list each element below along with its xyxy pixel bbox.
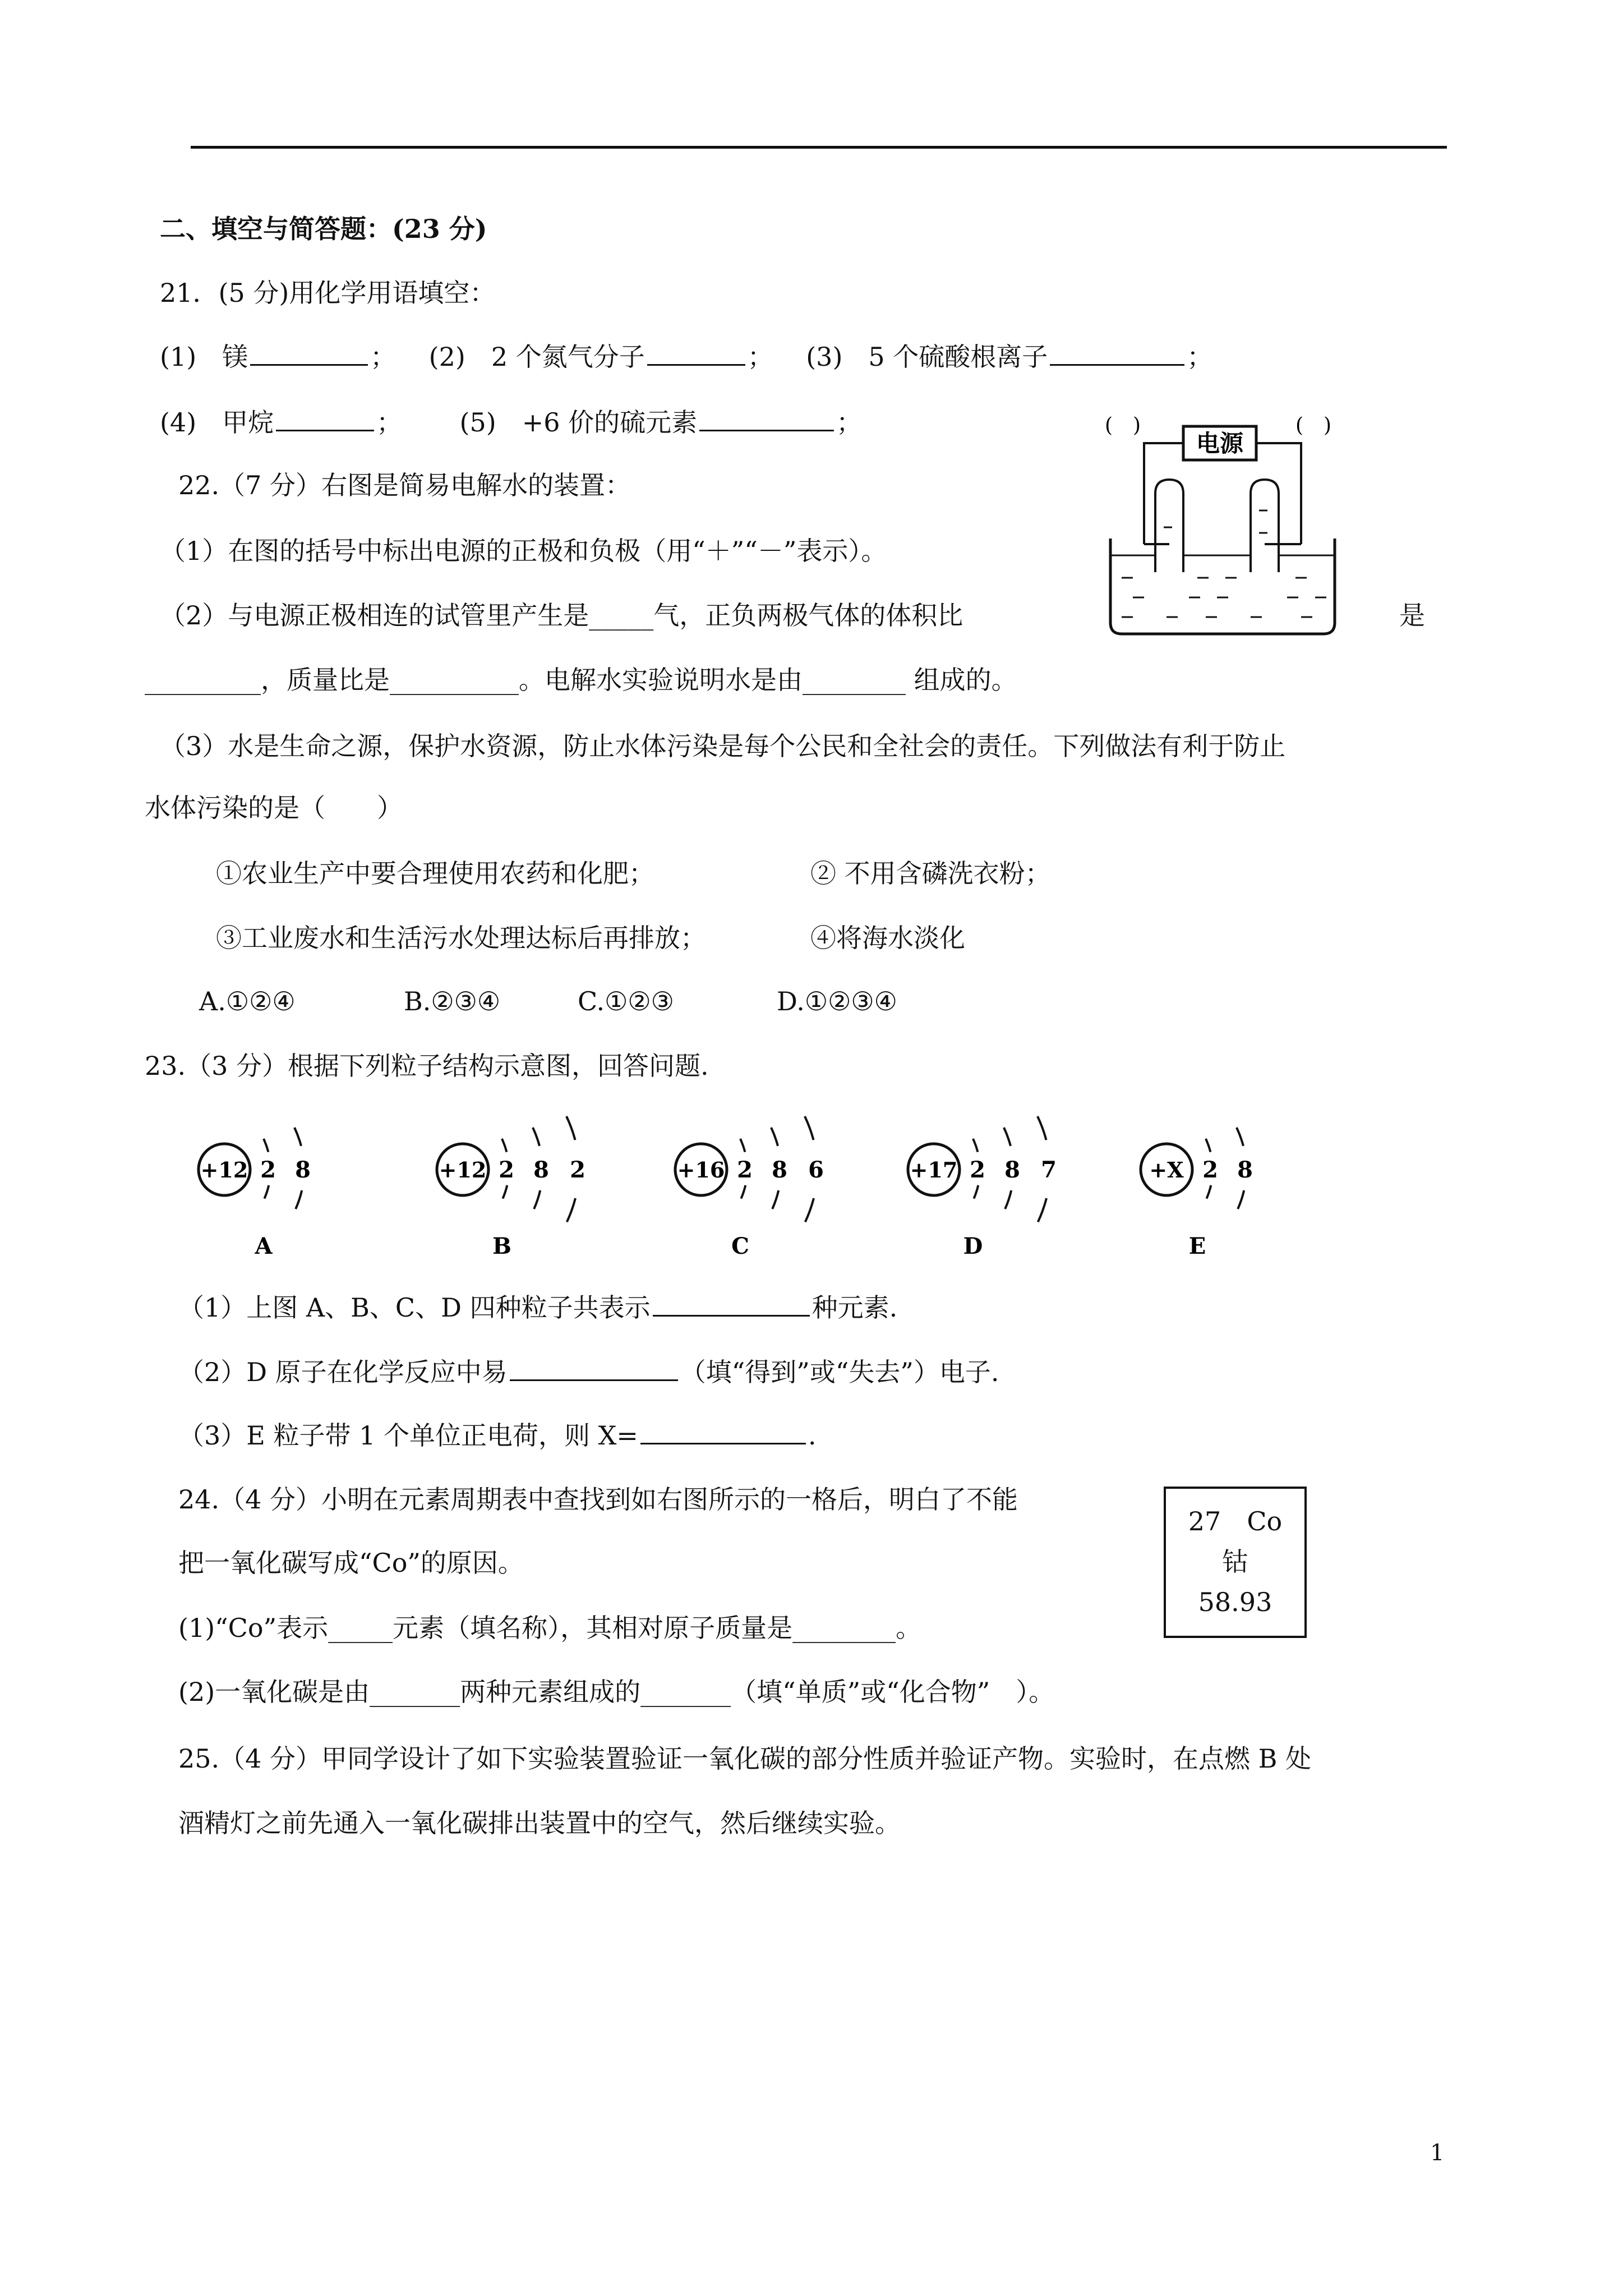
q23-p3 — [178, 1418, 817, 1452]
atom-b — [437, 1116, 585, 1259]
q21-p5-end: ； — [836, 407, 863, 438]
q21-p5: (5) +6 价的硫元素 — [459, 407, 698, 438]
q22-stem: 22.（7 分）右图是简易电解水的装置： — [178, 470, 631, 500]
q21-p4-end: ； — [376, 407, 403, 438]
q23-p3-text: （3）E 粒子带 1 个单位正电荷，则 X= — [178, 1420, 638, 1451]
q23-p2-end: （填“得到”或“失去”）电子. — [680, 1357, 999, 1387]
q22-choice-a[interactable]: A.①②④ — [199, 986, 296, 1016]
atom-e-electrons-2: 8 — [1237, 1157, 1253, 1183]
q21-blank5[interactable] — [699, 405, 834, 431]
atom-c-label: C — [731, 1233, 749, 1259]
q21-row1 — [160, 339, 1212, 374]
page-number: 1 — [1430, 2140, 1445, 2166]
atom-a-electrons-2: 8 — [295, 1157, 311, 1183]
q24-stem-a: 24.（4 分）小明在元素周期表中查找到如右图所示的一格后，明白了不能 — [178, 1484, 1018, 1515]
header-rule — [191, 146, 1447, 149]
atom-e-electrons-1: 2 — [1202, 1157, 1218, 1183]
beaker — [1110, 539, 1335, 634]
q23-p2 — [178, 1355, 999, 1389]
periodic-table-cell-cobalt — [1164, 1487, 1307, 1638]
atom-b-electrons-1: 2 — [499, 1157, 514, 1183]
q21-blank2[interactable] — [647, 339, 745, 366]
q22-choice-b[interactable]: B.②③④ — [404, 986, 501, 1016]
atom-c-electrons-1: 2 — [737, 1157, 753, 1183]
atom-c-electrons-2: 8 — [772, 1157, 787, 1183]
test-tube-right — [1251, 480, 1279, 572]
q22-opt2: ② 不用含磷洗衣粉； — [810, 858, 1051, 889]
q21-row2 — [160, 405, 862, 439]
q21-p3: (3) 5 个硫酸根离子 — [806, 342, 1048, 372]
atom-e-nucleus-charge: +X — [1149, 1157, 1184, 1182]
atom-d — [908, 1116, 1057, 1259]
q22-p2c: _________，质量比是__________。电解水实验说明水是由________ 组成的。 — [145, 665, 1017, 695]
q25-line2: 酒精灯之前先通入一氧化碳排出装置中的空气，然后继续实验。 — [178, 1808, 901, 1838]
atom-d-nucleus-charge: +17 — [910, 1157, 958, 1182]
q21-blank1[interactable] — [250, 339, 368, 366]
q23-p3-end: . — [808, 1420, 817, 1451]
q22-choice-c[interactable]: C.①②③ — [578, 986, 674, 1016]
atom-b-electrons-2: 8 — [533, 1157, 549, 1183]
atom-a-nucleus-charge: +12 — [200, 1157, 248, 1182]
atom-d-electrons-3: 7 — [1041, 1157, 1057, 1183]
water-dashes — [1122, 510, 1326, 617]
q23-blank2[interactable] — [510, 1355, 678, 1381]
atom-c — [675, 1116, 824, 1259]
bracket-left: ( ) — [1105, 414, 1141, 437]
q21-p4: (4) 甲烷 — [160, 407, 274, 438]
bracket-right: ( ) — [1295, 414, 1332, 437]
atom-a — [199, 1128, 311, 1259]
atom-c-electrons-3: 6 — [808, 1157, 824, 1183]
q23-p1-end: 种元素. — [811, 1292, 898, 1323]
q23-p1-text: （1）上图 A、B、C、D 四种粒子共表示 — [178, 1292, 651, 1323]
q22-p3a: （3）水是生命之源，保护水资源，防止水体污染是每个公民和全社会的责任。下列做法有利于防止 — [160, 731, 1286, 761]
particle-structure-diagrams — [185, 1108, 1279, 1265]
q25-line1: 25.（4 分）甲同学设计了如下实验装置验证一氧化碳的部分性质并验证产物。实验时，在点燃 B 处 — [178, 1743, 1312, 1774]
q23-blank1[interactable] — [653, 1290, 810, 1317]
q22-p1: （1）在图的括号中标出电源的正极和负极（用“＋”“－”表示）。 — [160, 536, 887, 566]
atom-d-label: D — [963, 1233, 983, 1259]
q22-opt1: ①农业生产中要合理使用农药和化肥； — [216, 858, 654, 889]
q23-stem: 23.（3 分）根据下列粒子结构示意图，回答问题. — [145, 1051, 709, 1081]
q21-p3-end: ； — [1187, 342, 1213, 372]
power-source-label: 电源 — [1196, 430, 1244, 457]
atom-a-label: A — [255, 1233, 273, 1259]
q24-stem-b: 把一氧化碳写成“Co”的原因。 — [178, 1548, 524, 1578]
q21-p1: (1) 镁 — [160, 342, 248, 372]
test-tube-left — [1155, 480, 1183, 572]
q24-p2: (2)一氧化碳是由_______两种元素组成的_______（填“单质”或“化合物” ）。 — [178, 1677, 1055, 1707]
q23-p1 — [178, 1290, 897, 1324]
element-number-symbol: 27 Co — [1188, 1506, 1283, 1536]
q22-p2b: 是 — [1399, 600, 1425, 631]
q23-blank3[interactable] — [640, 1418, 806, 1444]
atom-a-electrons-1: 2 — [260, 1157, 276, 1183]
atom-b-label: B — [492, 1233, 511, 1259]
atom-e — [1141, 1128, 1253, 1259]
atom-c-nucleus-charge: +16 — [677, 1157, 725, 1182]
electrolysis-apparatus-figure — [1088, 398, 1357, 645]
element-atomic-mass: 58.93 — [1198, 1587, 1272, 1617]
atom-b-nucleus-charge: +12 — [439, 1157, 487, 1182]
q21-stem: 21．(5 分)用化学用语填空： — [160, 278, 496, 308]
q23-p2-text: （2）D 原子在化学反应中易 — [178, 1357, 508, 1387]
q22-p3b: 水体污染的是（ ） — [145, 793, 403, 823]
atom-e-label: E — [1188, 1233, 1206, 1259]
q21-p1-end: ； — [370, 342, 396, 372]
atom-b-electrons-3: 2 — [570, 1157, 585, 1183]
q22-opt4: ④将海水淡化 — [810, 923, 965, 953]
q21-p2: (2) 2 个氮气分子 — [428, 342, 645, 372]
q22-p2a: （2）与电源正极相连的试管里产生是_____气，正负两极气体的体积比 — [160, 600, 963, 631]
section-title: 二、填空与简答题：(23 分) — [160, 214, 487, 244]
q21-p2-end: ； — [747, 342, 773, 372]
q22-choice-d[interactable]: D.①②③④ — [777, 986, 897, 1016]
atom-d-electrons-1: 2 — [970, 1157, 985, 1183]
q24-p1: (1)“Co”表示_____元素（填名称），其相对原子质量是________。 — [178, 1613, 922, 1643]
q22-opt3: ③工业废水和生活污水处理达标后再排放； — [216, 923, 706, 953]
atom-d-electrons-2: 8 — [1004, 1157, 1020, 1183]
q21-blank4[interactable] — [276, 405, 374, 431]
element-name: 钴 — [1222, 1547, 1248, 1577]
q21-blank3[interactable] — [1050, 339, 1184, 366]
